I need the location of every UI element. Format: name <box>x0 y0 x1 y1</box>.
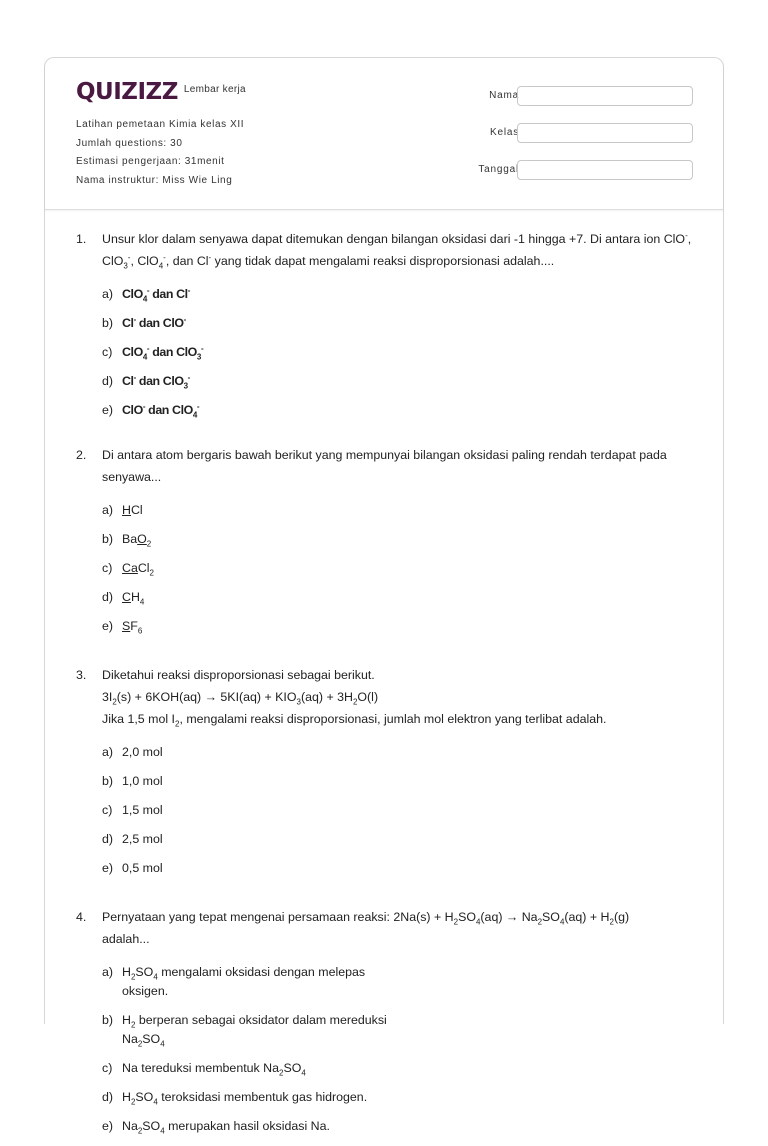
option-c[interactable]: c) ClO$_4$- dan ClO$_3$- <box>102 343 204 362</box>
option-c[interactable]: c) Na tereduksi membentuk $Na_2SO_4$ <box>102 1061 306 1078</box>
options <box>102 285 695 430</box>
question-text: Pernyataan yang tepat mengenai persamaan reaksi: $2Na(s) + H_2SO_4(aq) \to Na_2SO_4(aq) + H_2(g)$ adalah... <box>102 910 630 946</box>
worksheet <box>44 57 724 1136</box>
option-d[interactable]: d) 2,5 mol <box>102 832 163 846</box>
option-d[interactable]: d) $CH_4$ <box>102 590 145 607</box>
option-b[interactable]: b) $H_2$ berperan sebagai oksidator dalam mereduksi $Na_2SO_4$ <box>102 1013 387 1049</box>
kelas-field <box>455 123 695 143</box>
worksheet-meta <box>76 116 244 190</box>
question-2 <box>45 444 725 646</box>
question-number: 4. <box>76 910 87 924</box>
option-a[interactable]: a) ClO$_4$- dan Cl- <box>102 285 190 304</box>
meta-title: Latihan pemetaan Kimia kelas XII <box>76 119 245 130</box>
worksheet-header <box>45 58 723 210</box>
meta-estimate: Estimasi pengerjaan: 31menit <box>76 156 225 167</box>
question-text: Di antara atom bergaris bawah berikut yang mempunyai bilangan oksidasi paling rendah terdapat pada senyawa... <box>102 448 667 484</box>
kelas-input[interactable] <box>517 123 693 143</box>
question-1 <box>45 228 725 430</box>
question-3 <box>45 664 725 888</box>
question-4 <box>45 906 725 1146</box>
option-c[interactable]: c) CaCl$_2$ <box>102 561 154 578</box>
meta-questions: Jumlah questions: 30 <box>76 137 183 149</box>
option-e[interactable]: e) 0,5 mol <box>102 861 163 875</box>
options <box>102 501 695 646</box>
question-list <box>45 228 725 1146</box>
kelas-label: Kelas <box>489 127 519 138</box>
option-b[interactable]: b) BaO$_2$ <box>102 532 152 549</box>
question-number: 1. <box>76 232 87 246</box>
logo <box>76 80 246 104</box>
option-a[interactable]: a) $H_2SO_4$ mengalami oksidasi dengan melepas oksigen. <box>102 965 366 998</box>
question-text: Unsur klor dalam senyawa dapat ditemukan dengan bilangan oksidasi dari -1 hingga +7. Di antara ion ClO-, ClO$_3$-, ClO$_4$-, dan Cl- yang tidak dapat mengalami reaksi disproporsionasi adalah.... <box>102 230 692 271</box>
option-e[interactable]: e) $SF_6$ <box>102 619 143 636</box>
option-d[interactable]: d) Cl- dan ClO$_3$- <box>102 372 190 391</box>
meta-instructor: Nama instruktur: Miss Wie Ling <box>76 174 233 186</box>
options <box>102 963 695 1146</box>
option-b[interactable]: b) 1,0 mol <box>102 774 163 788</box>
option-e[interactable]: e) ClO- dan ClO$_4$- <box>102 401 200 420</box>
question-text: Diketahui reaksi disproporsionasi sebagai berikut. $3I_2(s) + 6KOH(aq) \to 5KI(aq) + KIO_3(aq) + 3H_2O(l)$ Jika 1,5 mol $I_2$, mengalami reaksi disproporsionasi, jumlah mol elektron yang terlibat adalah. <box>102 668 607 729</box>
question-number: 2. <box>76 448 87 462</box>
option-e[interactable]: e) $Na_2SO_4$ merupakan hasil oksidasi Na. <box>102 1119 330 1136</box>
question-number: 3. <box>76 668 87 682</box>
tanggal-input[interactable] <box>517 160 693 180</box>
options <box>102 743 695 888</box>
option-c[interactable]: c) 1,5 mol <box>102 803 163 817</box>
option-a[interactable]: a) HCl <box>102 503 143 517</box>
nama-label: Nama <box>489 90 519 101</box>
option-b[interactable]: b) Cl- dan ClO- <box>102 314 186 330</box>
doc-type: Lembar kerja <box>183 84 246 95</box>
option-a[interactable]: a) 2,0 mol <box>102 745 163 759</box>
nama-input[interactable] <box>517 86 693 106</box>
option-d[interactable]: d) $H_2SO_4$ teroksidasi membentuk gas hidrogen. <box>102 1090 368 1107</box>
tanggal-label: Tanggal <box>478 164 519 175</box>
quizizz-logo: QUIZIZZ <box>76 79 178 105</box>
nama-field <box>455 86 695 106</box>
tanggal-field <box>455 160 695 180</box>
